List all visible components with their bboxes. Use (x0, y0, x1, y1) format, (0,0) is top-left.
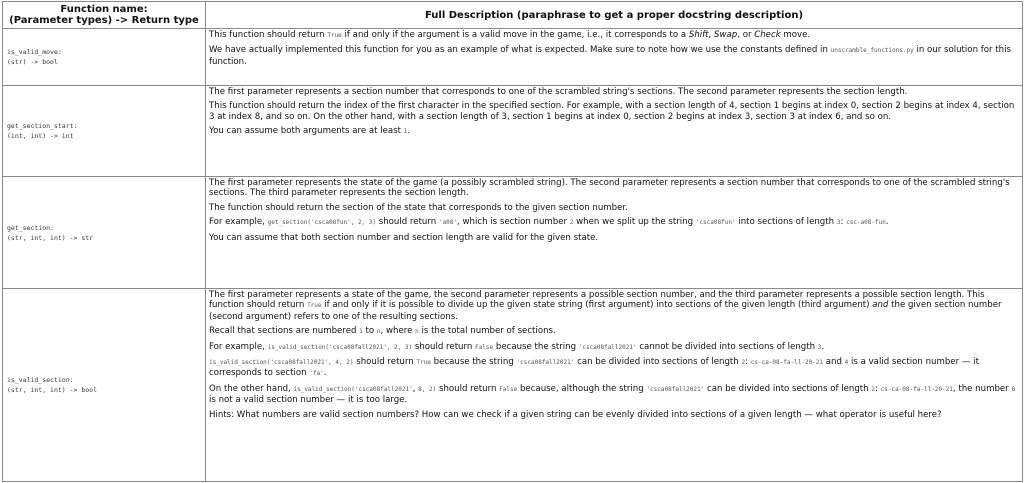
description-paragraph: We have actually implemented this function for you as an example of what is expected. Make sure to note how we use the constants defined in unscramble_functions.py in our solution for this function. (209, 45, 1011, 67)
function-name: get_section: (7, 223, 54, 232)
function-name: is_valid_move: (7, 48, 62, 56)
function-signature-cell (3, 177, 206, 289)
header-row (3, 2, 1023, 29)
description-cell (206, 86, 1023, 177)
function-signature-cell (3, 29, 206, 86)
description-paragraph: For example, is_valid_section('csca08fall2021', 2, 3) should return False because the string 'csca08fall2021' cannot be divided into sections of length 3. (209, 341, 825, 352)
function-types: (str, int, int) -> bool (7, 386, 98, 394)
function-name: is_valid_section: (7, 376, 74, 384)
description-cell (206, 29, 1023, 86)
function-signature-cell (3, 86, 206, 177)
description-paragraph: The first parameter represents a state of the game, the second parameter represents a possible section number, and the third parameter represents a possible section length. This function should return True if and only if it is possible to divide up the given state string (first argument) into sections of the given length (third argument) and the given section number (second argument) refers to one of the resulting sections. (209, 290, 1002, 322)
description-paragraph: You can assume that both section number and section length are valid for the given state. (209, 232, 599, 243)
table-row (3, 86, 1023, 177)
function-types: (str) -> bool (7, 58, 58, 66)
description-paragraph: On the other hand, is_valid_section('csca08fall2021', 8, 2) should return False because, although the string 'csca08fall2021' can be divided into sections of length 2: cs-ca-08-fa-ll-20-21, the number 8 is not a valid section number — it is too large. (209, 383, 1016, 406)
table-row (3, 289, 1023, 482)
function-name: get_section_start: (7, 122, 78, 130)
description-paragraph: You can assume both arguments are at least 1. (209, 126, 411, 137)
description-paragraph: The first parameter represents a section number that corresponds to one of the scrambled string's sections. The second parameter represents the section length. (209, 87, 908, 97)
table-row (3, 177, 1023, 289)
description-paragraph: This function should return True if and only if the argument is a valid move in the game, i.e., it corresponds to a Shift, Swap, or Check move. (209, 30, 811, 40)
header-function-name: Function name: (Parameter types) -> Return type (3, 2, 206, 29)
table-row (3, 29, 1023, 86)
description-paragraph: Hints: What numbers are valid section numbers? How can we check if a given string can be evenly divided into sections of a given length — what operator is useful here? (209, 409, 942, 420)
description-paragraph: Recall that sections are numbered 1 to n, where n is the total number of sections. (209, 326, 556, 337)
description-paragraph: The function should return the section of the state that corresponds to the given section number. (209, 202, 628, 213)
function-table (2, 1, 1023, 482)
description-paragraph: For example, get_section('csca08fun', 2, 3) should return 'a08', which is section number 2 when we split up the string 'csca08fun' into sections of length 3: csc-a08-fun. (209, 217, 889, 228)
description-cell (206, 177, 1023, 289)
header-full-description: Full Description (paraphrase to get a proper docstring description) (206, 2, 1023, 29)
description-cell (206, 289, 1023, 482)
description-paragraph: The first parameter represents the state of the game (a possibly scrambled string). The second parameter represents a section number that corresponds to one of the scrambled string's sections. The third parameter represents the section length. (209, 178, 1010, 199)
function-types: (int, int) -> int (7, 132, 74, 140)
description-paragraph: is_valid_section('csca08fall2021', 4, 2) should return True because the string 'csca08fall2021' can be divided into sections of length 2: cs-ca-08-fa-ll-20-21 and 4 is a valid section number — it corresponds to section 'fa'. (209, 357, 979, 379)
function-signature-cell (3, 289, 206, 482)
function-types: (str, int, int) -> str (7, 233, 94, 242)
description-paragraph: This function should return the index of the first character in the specified section. For example, with a section length of 4, section 1 begins at index 0, section 2 begins at index 4, section 3 at index 8, and so on. On the other hand, with a section length of 3, section 1 begins at index 0, section 2 begins at index 3, section 3 at index 6, and so on. (209, 101, 1015, 122)
